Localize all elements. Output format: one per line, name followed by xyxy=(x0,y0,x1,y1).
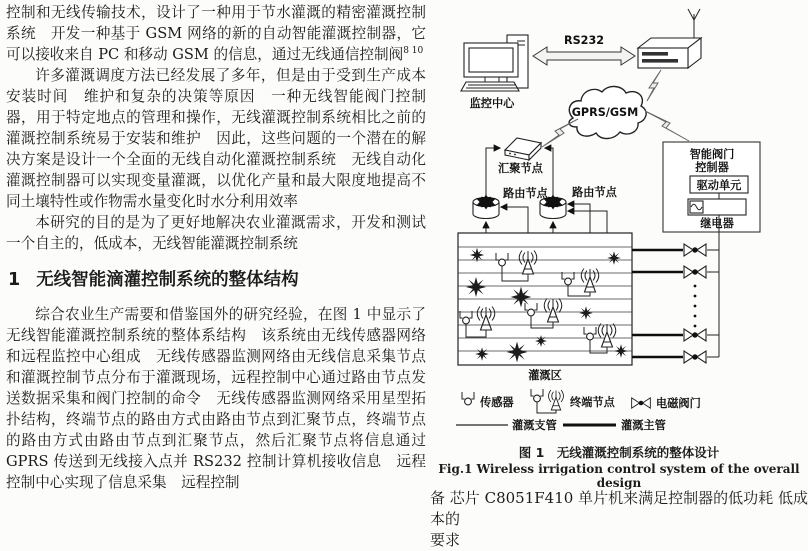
monitor-center-label: 监控中心 xyxy=(469,97,515,110)
right-body-line-2: 要求 xyxy=(430,531,461,549)
access-point-icon xyxy=(638,9,701,68)
right-text-column xyxy=(430,488,808,551)
rs232-arrow-icon xyxy=(533,47,635,65)
relay-icon xyxy=(688,199,746,215)
sink-node-label: 汇聚节点 xyxy=(498,162,543,175)
legend-valve-icon xyxy=(632,398,651,408)
left-text-column xyxy=(6,2,441,493)
router-icon-left xyxy=(473,198,499,219)
legend-terminal-antenna-icon xyxy=(549,390,564,410)
relay-label: 继电器 xyxy=(700,217,734,230)
legend-sensor-icon xyxy=(462,392,474,405)
router-icon-right xyxy=(540,198,566,219)
citation-superscript: 8 10 xyxy=(403,46,424,57)
valve-controller-label-2: 控制器 xyxy=(695,161,729,174)
router-left-label: 路由节点 xyxy=(503,187,548,200)
gprs-gsm-label: GPRS/GSM xyxy=(571,106,639,119)
legend-terminal-label: 终端节点 xyxy=(570,396,615,409)
right-body-line-1: 备 芯片 C8051F410 单片机来满足控制器的低功耗 低成本的 xyxy=(430,489,808,528)
sink-node-icon xyxy=(505,138,541,160)
rs232-label: RS232 xyxy=(563,34,605,47)
irrigation-zone-label: 灌溉区 xyxy=(528,369,562,382)
section-title: 无线智能滴灌控制系统的整体结构 xyxy=(36,270,299,290)
main-pipe-lines xyxy=(632,250,683,357)
paragraph-4: 综合农业生产需要和借鉴国外的研究经验，在图 1 中显示了无线智能灌溉控制系统的整体系结构 该系统由无线传感器网络和远程监控中心组成 无线传感器监测网络由无线信息采集节点和灌溉控制节点分布于灌溉现场，远程控制中心通过路由节点发送数据采集和阀门控制的命令 无线传感器监测网络采用星型拓扑结构，终端节点的路由方式由路由节点到汇聚节点，终端节点的路由方式由路由节点到汇聚节点，然后汇聚节点将信息通过 GPRS 传送到无线接入点并 RS232 控制计算机接收信息 远程控制中心实现了信息采集 远程控制 xyxy=(6,306,426,491)
valve-controller-label-1: 智能阀门 xyxy=(689,148,735,161)
section-heading xyxy=(6,267,426,293)
paragraph-3: 本研究的目的是为了更好地解决农业灌溉需求，开发和测试一个自主的，低成本，无线智能灌溉控制系统 xyxy=(6,214,426,252)
paragraph-2: 许多灌溉调度方法已经发展了多年，但是由于受到生产成本 安装时间 维护和复杂的决策等原因 一种无线智能阀门控制器，用于特定地点的管理和操作，无线灌溉控制系统相比之前的灌溉控制系统易于安装和维护 因此，这些问题的一个潜在的解决方案是设计一个全面的无线自动化灌溉控制系统 无线自动化灌溉控制器可以实现变量灌溉，以优化产量和最大限度地提高不同土壤特性或作物需水量变化时水分利用效率 xyxy=(6,67,441,210)
figure1-diagram xyxy=(430,0,808,437)
figure-caption-zh: 图 1 无线灌溉控制系统的整体设计 xyxy=(518,445,720,460)
lightning-icon-controller xyxy=(645,111,689,141)
ellipsis-dots xyxy=(694,285,697,328)
legend-main-pipe-label: 灌溉主管 xyxy=(621,419,666,432)
legend-terminal-sensor-icon xyxy=(531,389,543,402)
legend xyxy=(456,389,701,432)
valve-icons xyxy=(684,244,706,363)
legend-sensor-label: 传感器 xyxy=(480,396,514,409)
legend-branch-pipe-label: 灌溉支管 xyxy=(512,419,557,432)
drive-unit-label: 驱动单元 xyxy=(696,179,742,192)
router-right-label: 路由节点 xyxy=(572,186,617,199)
lightning-icon-ap xyxy=(647,70,661,101)
figure-caption-en: Fig.1 Wireless irrigation control system of the overall design xyxy=(438,462,800,490)
paragraph-1-text: 控制和无线传输技术，设计了一种用于节水灌溉的精密灌溉控制系统 开发一种基于 GSM 网络的新的自动智能灌溉控制器，它可以接收来自 PC 和移动 GSM 的信息，通过无线通信控制阀 xyxy=(6,4,426,63)
paragraph-1 xyxy=(6,2,426,65)
section-number: 1 xyxy=(8,270,21,290)
legend-valve-label: 电磁阀门 xyxy=(656,397,701,410)
computer-icon xyxy=(461,35,528,91)
